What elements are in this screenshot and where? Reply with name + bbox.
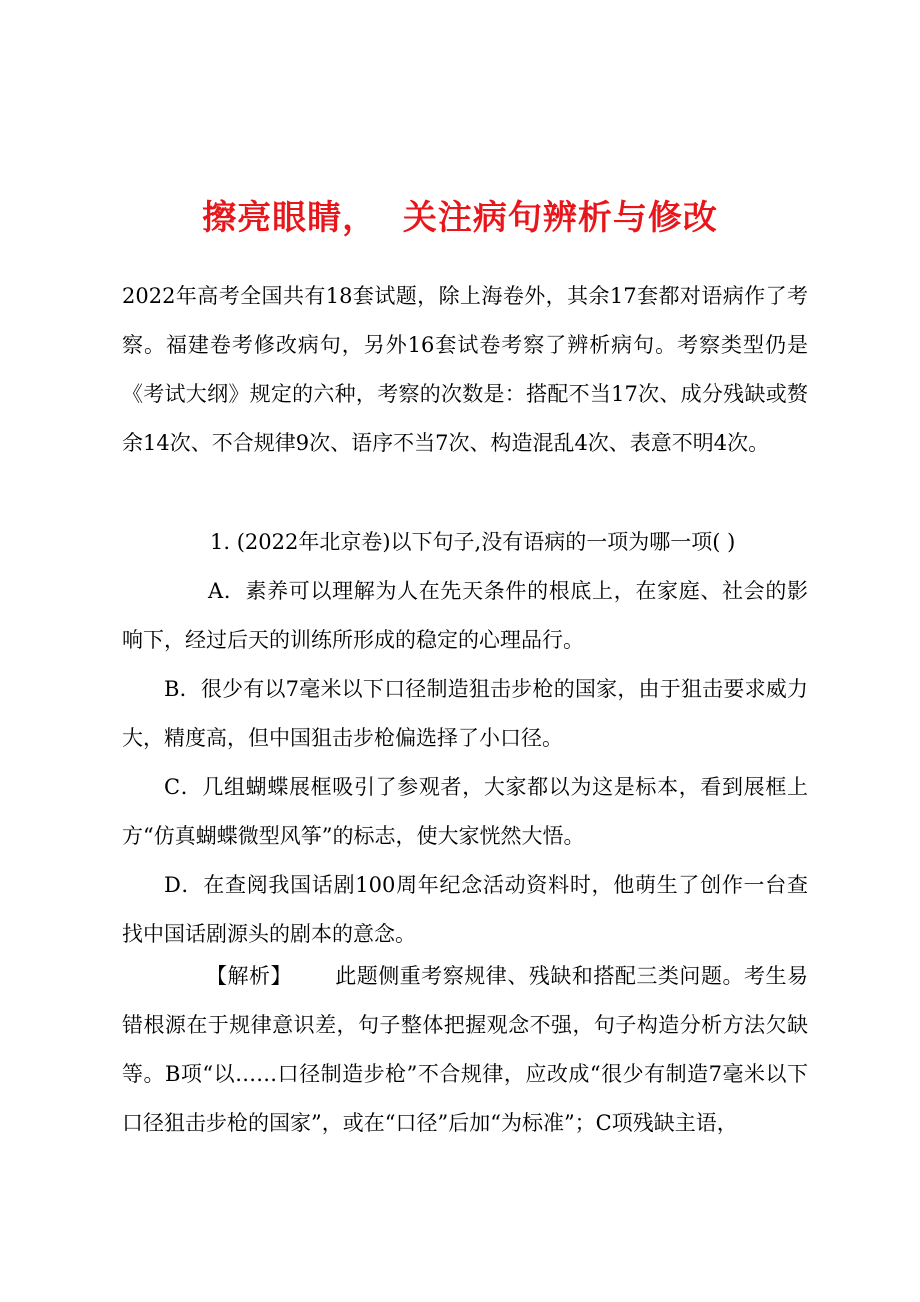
analysis-block <box>122 952 808 1148</box>
option-c: C．几组蝴蝶展框吸引了参观者，大家都以为这是标本，看到展框上方“仿真蝴蝶微型风筝”的标志，使大家恍然大悟。 <box>122 775 808 848</box>
analysis-label: 【解析】 <box>206 964 293 988</box>
document-title: 擦亮眼睛， 关注病句辨析与修改 <box>202 198 718 238</box>
option-b: B．很少有以7毫米以下口径制造狙击步枪的国家，由于狙击要求威力大，精度高，但中国狙击步枪偏选择了小口径。 <box>122 677 808 750</box>
options-list <box>122 567 808 959</box>
option-d: D．在查阅我国话剧100周年纪念活动资料时，他萌生了创作一台查找中国话剧源头的剧本的意念。 <box>122 873 808 946</box>
intro-paragraph <box>122 272 808 468</box>
question-block <box>122 518 808 567</box>
question-stem: 1. (2022年北京卷)以下句子,没有语病的一项为哪一项( ) <box>210 530 736 554</box>
option-a: A．素养可以理解为人在先天条件的根底上，在家庭、社会的影响下，经过后天的训练所形成的稳定的心理品行。 <box>122 579 808 652</box>
analysis-paragraph <box>122 952 808 1148</box>
analysis-text: 此题侧重考察规律、残缺和搭配三类问题。考生易错根源在于规律意识差，句子整体把握观念不强，句子构造分析方法欠缺等。B项“以……口径制造步枪”不合规律，应改成“很少有制造7毫米以下口径狙击步枪的国家”，或在“口径”后加“为标准”；C项残缺主语， <box>122 964 808 1135</box>
intro-text: 2022年高考全国共有18套试题，除上海卷外，其余17套都对语病作了考察。福建卷考修改病句，另外16套试卷考察了辨析病句。考察类型仍是《考试大纲》规定的六种，考察的次数是：搭配不当17次、成分残缺或赘余14次、不合规律9次、语序不当7次、构造混乱4次、表意不明4次。 <box>122 284 808 455</box>
